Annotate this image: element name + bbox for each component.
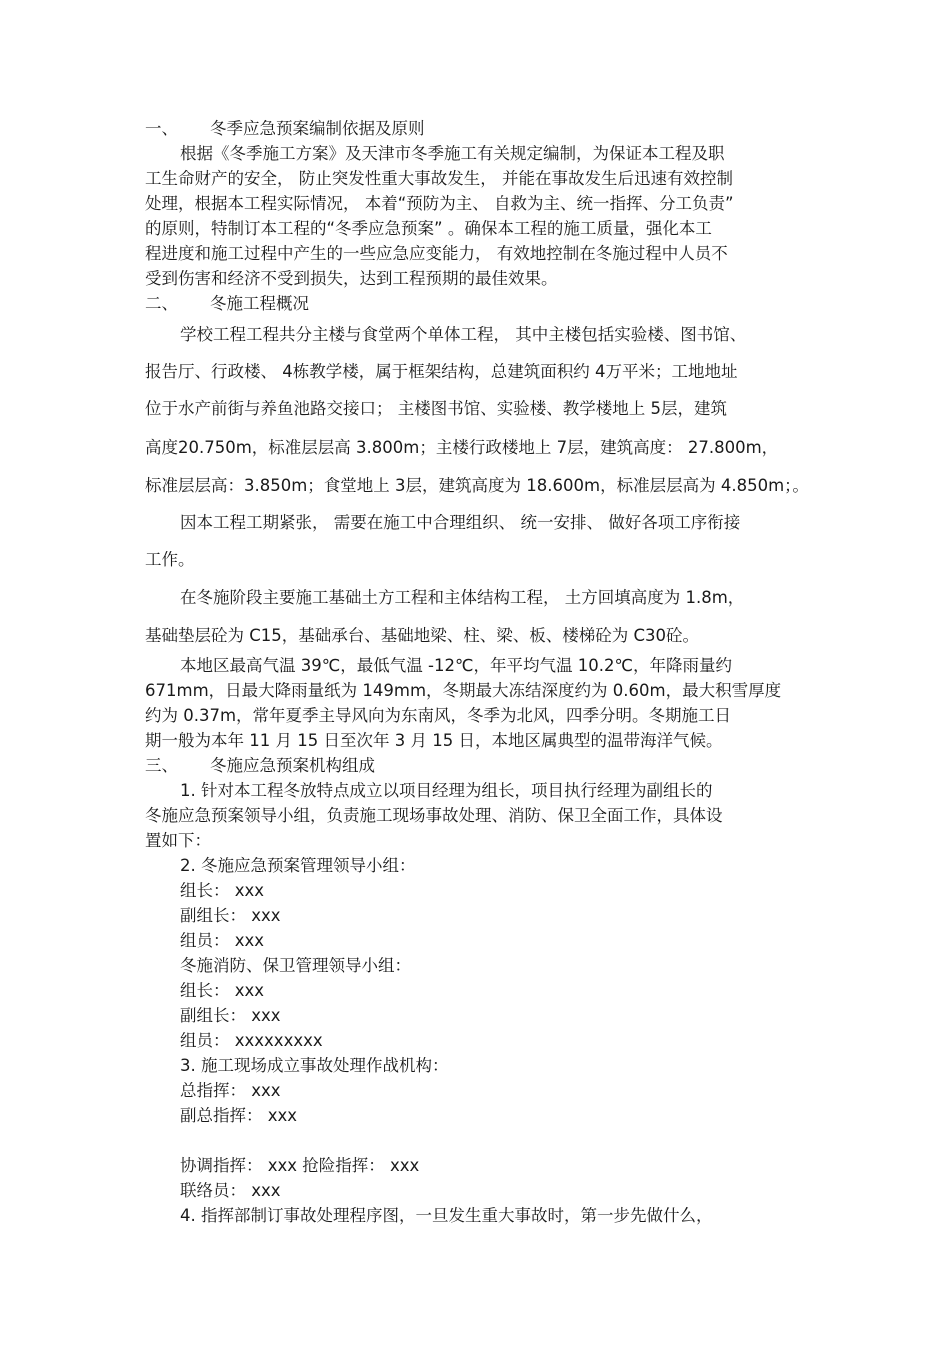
paragraph-line: 期一般为本年 11 月 15 日至次年 3 月 15 日，本地区属典型的温带海洋气候。 xyxy=(145,731,723,750)
list-item: 组员： xxx xyxy=(180,931,265,950)
paragraph-line: 约为 0.37m，常年夏季主导风向为东南风，冬季为北风，四季分明。冬期施工日 xyxy=(145,706,732,725)
paragraph-line: 工作。 xyxy=(145,550,195,569)
paragraph-line: 位于水产前街与养鱼池路交接口； 主楼图书馆、实验楼、教学楼地上 5层，建筑 xyxy=(145,399,727,418)
list-item: 副组长： xxx xyxy=(180,1006,281,1025)
list-item: 冬施消防、保卫管理领导小组： xyxy=(180,956,411,975)
paragraph-line: 基础垫层砼为 C15，基础承台、基础地梁、柱、梁、板、楼梯砼为 C30砼。 xyxy=(145,626,700,645)
paragraph-line: 受到伤害和经济不受到损失，达到工程预期的最佳效果。 xyxy=(145,269,558,288)
section-2-heading: 冬施工程概况 xyxy=(210,294,309,313)
paragraph-line: 报告厅、行政楼、 4栋教学楼，属于框架结构，总建筑面积约 4万平米；工地地址 xyxy=(145,362,738,381)
paragraph-line: 本地区最高气温 39℃，最低气温 -12℃，年平均气温 10.2℃，年降雨量约 xyxy=(180,656,733,675)
list-item: 3. 施工现场成立事故处理作战机构： xyxy=(180,1056,449,1075)
paragraph-line: 在冬施阶段主要施工基础土方工程和主体结构工程， 土方回填高度为 1.8m， xyxy=(180,588,745,607)
list-item: 组员： xxxxxxxxx xyxy=(180,1031,323,1050)
list-item: 联络员： xxx xyxy=(180,1181,281,1200)
paragraph-line: 根据《冬季施工方案》及天津市冬季施工有关规定编制，为保证本工程及职 xyxy=(180,144,725,163)
list-item: 2. 冬施应急预案管理领导小组： xyxy=(180,856,416,875)
section-3-heading: 冬施应急预案机构组成 xyxy=(210,756,375,775)
paragraph-line: 因本工程工期紧张， 需要在施工中合理组织、 统一安排、 做好各项工序衔接 xyxy=(180,513,741,532)
paragraph-line: 冬施应急预案领导小组，负责施工现场事故处理、消防、保卫全面工作，具体设 xyxy=(145,806,723,825)
section-2-number: 二、 xyxy=(145,294,178,313)
list-item: 副组长： xxx xyxy=(180,906,281,925)
paragraph-line: 的原则，特制订本工程的“冬季应急预案” 。确保本工程的施工质量，强化本工 xyxy=(145,219,712,238)
paragraph-line: 处理，根据本工程实际情况， 本着“预防为主、 自救为主、统一指挥、分工负责” xyxy=(145,194,734,213)
paragraph-line: 置如下： xyxy=(145,831,211,850)
list-item: 组长： xxx xyxy=(180,981,265,1000)
paragraph-line: 高度20.750m，标准层层高 3.800m；主楼行政楼地上 7层，建筑高度： 27.800m， xyxy=(145,438,779,457)
section-1-heading: 冬季应急预案编制依据及原则 xyxy=(210,119,425,138)
list-item: 副总指挥： xxx xyxy=(180,1106,298,1125)
list-item: 组长： xxx xyxy=(180,881,265,900)
paragraph-line: 标准层层高：3.850m；食堂地上 3层，建筑高度为 18.600m，标准层层高为 4.850m；。 xyxy=(145,476,809,495)
list-item: 4. 指挥部制订事故处理程序图，一旦发生重大事故时，第一步先做什么， xyxy=(180,1206,713,1225)
section-1-number: 一、 xyxy=(145,119,178,138)
paragraph-line: 工生命财产的安全， 防止突发性重大事故发生， 并能在事故发生后迅速有效控制 xyxy=(145,169,733,188)
section-3-number: 三、 xyxy=(145,756,178,775)
paragraph-line: 学校工程工程共分主楼与食堂两个单体工程， 其中主楼包括实验楼、图书馆、 xyxy=(180,325,747,344)
paragraph-line: 1. 针对本工程冬放特点成立以项目经理为组长，项目执行经理为副组长的 xyxy=(180,781,713,800)
list-item: 总指挥： xxx xyxy=(180,1081,281,1100)
paragraph-line: 程进度和施工过程中产生的一些应急应变能力， 有效地控制在冬施过程中人员不 xyxy=(145,244,728,263)
list-item: 协调指挥： xxx 抢险指挥： xxx xyxy=(180,1156,420,1175)
paragraph-line: 671mm，日最大降雨量纸为 149mm，冬期最大冻结深度约为 0.60m，最大积雪厚度 xyxy=(145,681,782,700)
